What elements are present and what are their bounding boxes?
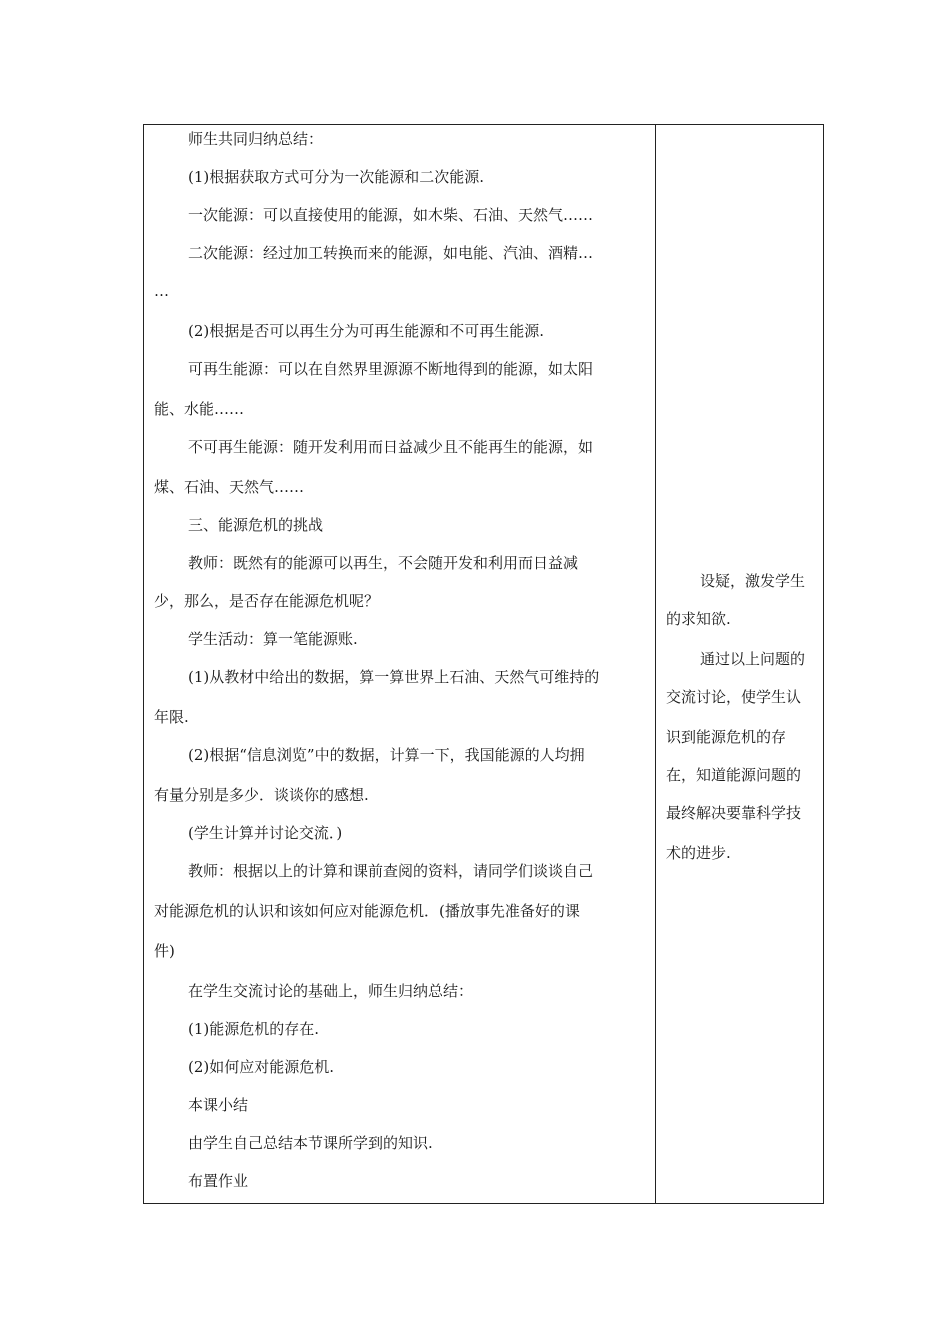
section-heading: 三、能源危机的挑战 — [188, 516, 324, 534]
note-line: 在，知道能源问题的 — [666, 766, 802, 784]
text-line: 一次能源：可以直接使用的能源，如木柴、石油、天然气…… — [188, 206, 594, 224]
text-line: 有量分别是多少．谈谈你的感想. — [154, 786, 369, 804]
note-line: 设疑，激发学生 — [700, 572, 806, 590]
text-line: (2)根据是否可以再生分为可再生能源和不可再生能源. — [188, 322, 545, 340]
text-line: 少，那么，是否存在能源危机呢？ — [154, 592, 380, 610]
text-line: 教师：根据以上的计算和课前查阅的资料，请同学们谈谈自己 — [188, 862, 594, 880]
note-line: 的求知欲. — [666, 610, 731, 628]
text-line: … — [154, 282, 169, 300]
text-line: (学生计算并讨论交流．) — [188, 824, 343, 842]
text-line: 可再生能源：可以在自然界里源源不断地得到的能源，如太阳 — [188, 360, 594, 378]
text-line: 年限. — [154, 708, 189, 726]
note-line: 识到能源危机的存 — [666, 728, 787, 746]
text-line: 件) — [154, 942, 175, 960]
text-line: 对能源危机的认识和该如何应对能源危机．(播放事先准备好的课 — [154, 902, 580, 920]
text-line: 由学生自己总结本节课所学到的知识. — [188, 1134, 433, 1152]
text-line: (2)根据“信息浏览”中的数据，计算一下，我国能源的人均拥 — [188, 746, 585, 764]
text-line: 学生活动：算一笔能源账. — [188, 630, 358, 648]
text-line: 教师：既然有的能源可以再生，不会随开发和利用而日益减 — [188, 554, 579, 572]
lesson-table — [143, 124, 824, 1204]
text-line: (1)根据获取方式可分为一次能源和二次能源. — [188, 168, 485, 186]
teaching-process-column — [144, 125, 656, 1203]
text-line: 在学生交流讨论的基础上，师生归纳总结： — [188, 982, 474, 1000]
text-line: (1)能源危机的存在. — [188, 1020, 320, 1038]
text-line: 能、水能…… — [154, 400, 245, 418]
design-intent-column — [656, 125, 823, 1203]
note-line: 术的进步. — [666, 844, 731, 862]
text-line: 不可再生能源：随开发利用而日益减少且不能再生的能源，如 — [188, 438, 594, 456]
note-line: 最终解决要靠科学技 — [666, 804, 802, 822]
note-line: 通过以上问题的 — [700, 650, 806, 668]
text-line: (1)从教材中给出的数据，算一算世界上石油、天然气可维持的 — [188, 668, 600, 686]
text-line: 二次能源：经过加工转换而来的能源，如电能、汽油、酒精… — [188, 244, 594, 262]
section-heading: 本课小结 — [188, 1096, 249, 1114]
text-line: 煤、石油、天然气…… — [154, 478, 305, 496]
note-line: 交流讨论，使学生认 — [666, 688, 802, 706]
text-line: 师生共同归纳总结： — [188, 130, 324, 148]
text-line: (2)如何应对能源危机. — [188, 1058, 335, 1076]
section-heading: 布置作业 — [188, 1172, 249, 1190]
